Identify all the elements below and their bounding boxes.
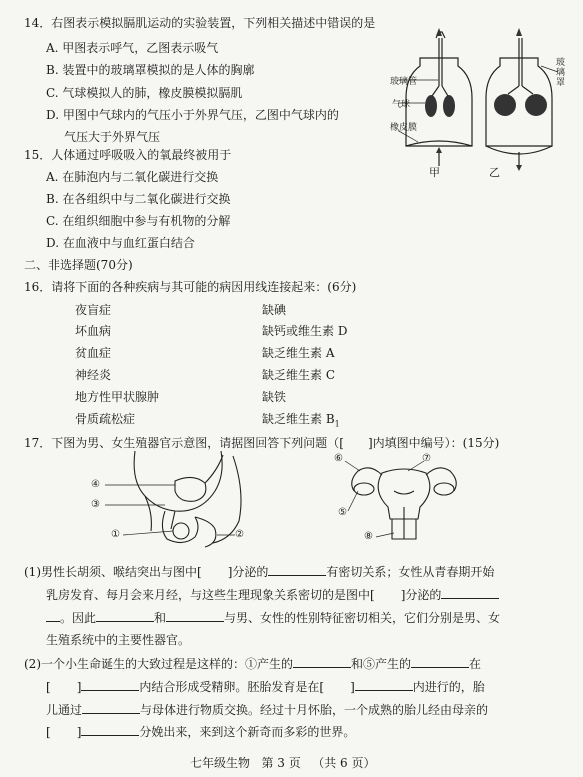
- q17-stem: 17．下图为男、女生殖器官示意图，请据图回答下列问题（[ ]内填图中编号）：(15分): [24, 436, 500, 450]
- q14-stem: 14．右图表示模拟膈肌运动的实验装置，下列相关描述中错误的是: [24, 16, 376, 30]
- cause-item: 缺钙或维生素 D: [262, 324, 348, 338]
- q17-part1-line3: 。因此 和 与男、女性的性别特征密切相关，它们分别是男、女: [46, 609, 500, 626]
- q14-option-b: B. 装置中的玻璃罩模拟的是人体的胸廓: [46, 63, 255, 77]
- q15-option-c: C. 在组织细胞中参与有机物的分解: [46, 214, 231, 228]
- female-label: ⑧: [364, 531, 373, 542]
- footer-page: 第 3 页: [261, 756, 301, 770]
- cause-item: 缺乏维生素 $B_1$: [262, 412, 340, 429]
- male-label: ④: [91, 479, 100, 490]
- q16-stem: 16．请将下面的各种疾病与其可能的病因用线连接起来：(6分): [24, 280, 357, 294]
- cause-item: 缺乏维生素 C: [262, 368, 335, 382]
- q15-option-b: B. 在各组织中与二氧化碳进行交换: [46, 192, 231, 206]
- bell-jar-figure: [390, 28, 568, 179]
- male-label: ②: [235, 529, 244, 540]
- q17-part2-line3: 儿通过 与母体进行物质交换。经过十月怀胎，一个成熟的胎儿经由母亲的: [46, 703, 489, 717]
- disease-item: 夜盲症: [75, 303, 112, 317]
- disease-item: 贫血症: [75, 346, 112, 360]
- footer-subject: 七年级生物: [190, 756, 251, 770]
- male-label: ①: [111, 529, 120, 540]
- section-heading: 二、非选择题(70分): [24, 258, 133, 272]
- q15-option-d: D. 在血液中与血红蛋白结合: [46, 236, 195, 250]
- label-balloon: 气球: [392, 100, 411, 110]
- label-bell-jar: 玻璃罩: [556, 58, 566, 88]
- q17-part1-line2: 乳房发育、每月会来月经，与这些生理现象关系密切的是图中[ ]分泌的: [46, 586, 499, 603]
- cause-item: 缺铁: [262, 390, 287, 404]
- q14-option-d: D. 甲图中气球内的气压小于外界气压，乙图中气球内的: [46, 108, 339, 122]
- label-jia: 甲: [429, 166, 440, 179]
- q17-part1-line1: (1)男性长胡须、喉结突出与图中[ ]分泌的 有密切关系；女性从青春期开始: [24, 565, 495, 579]
- footer-total: （共 6 页）: [312, 756, 376, 770]
- female-reproductive-figure: [334, 451, 470, 546]
- disease-item: 坏血病: [75, 324, 112, 338]
- female-label: ⑥: [334, 453, 343, 464]
- q17-part1-line4: 生殖系统中的主要性器官。: [46, 633, 191, 647]
- disease-item: 骨质疏松症: [75, 412, 136, 426]
- male-reproductive-figure: [91, 451, 255, 551]
- q14-option-c: C. 气球模拟人的肺，橡皮膜模拟膈肌: [46, 86, 243, 100]
- male-reproductive-diagram: [105, 451, 255, 551]
- q17-part2-line4: [ ] 分娩出来，来到这个新奇而多彩的世界。: [46, 725, 356, 739]
- q14-option-d-cont: 气压大于外界气压: [64, 130, 161, 144]
- label-yi: 乙: [489, 166, 500, 179]
- label-glass-tube: 玻璃管: [390, 77, 418, 87]
- male-label: ③: [91, 499, 100, 510]
- q17-part2-line1: (2)一个小生命诞生的大致过程是这样的：①产生的 和⑤产生的 在: [24, 657, 482, 671]
- q15-option-a: A. 在肺泡内与二氧化碳进行交换: [46, 170, 219, 184]
- cause-item: 缺乏维生素 A: [262, 346, 335, 360]
- label-rubber-membrane: 橡皮膜: [390, 123, 418, 133]
- q15-stem: 15．人体通过呼吸吸入的氧最终被用于: [24, 148, 232, 162]
- disease-item: 神经炎: [75, 368, 112, 382]
- q17-part2-line2: [ ] 内结合形成受精卵。胚胎发育是在[ ] 内进行的，胎: [46, 680, 485, 694]
- page-footer: [190, 754, 375, 771]
- cause-item: 缺碘: [262, 303, 287, 317]
- female-label: ⑤: [338, 507, 347, 518]
- q14-option-a: A. 甲图表示呼气，乙图表示吸气: [46, 41, 219, 55]
- disease-item: 地方性甲状腺肿: [75, 390, 160, 404]
- female-label: ⑦: [422, 453, 431, 464]
- bell-jar-diagram: [398, 28, 568, 178]
- female-reproductive-diagram: [340, 451, 470, 546]
